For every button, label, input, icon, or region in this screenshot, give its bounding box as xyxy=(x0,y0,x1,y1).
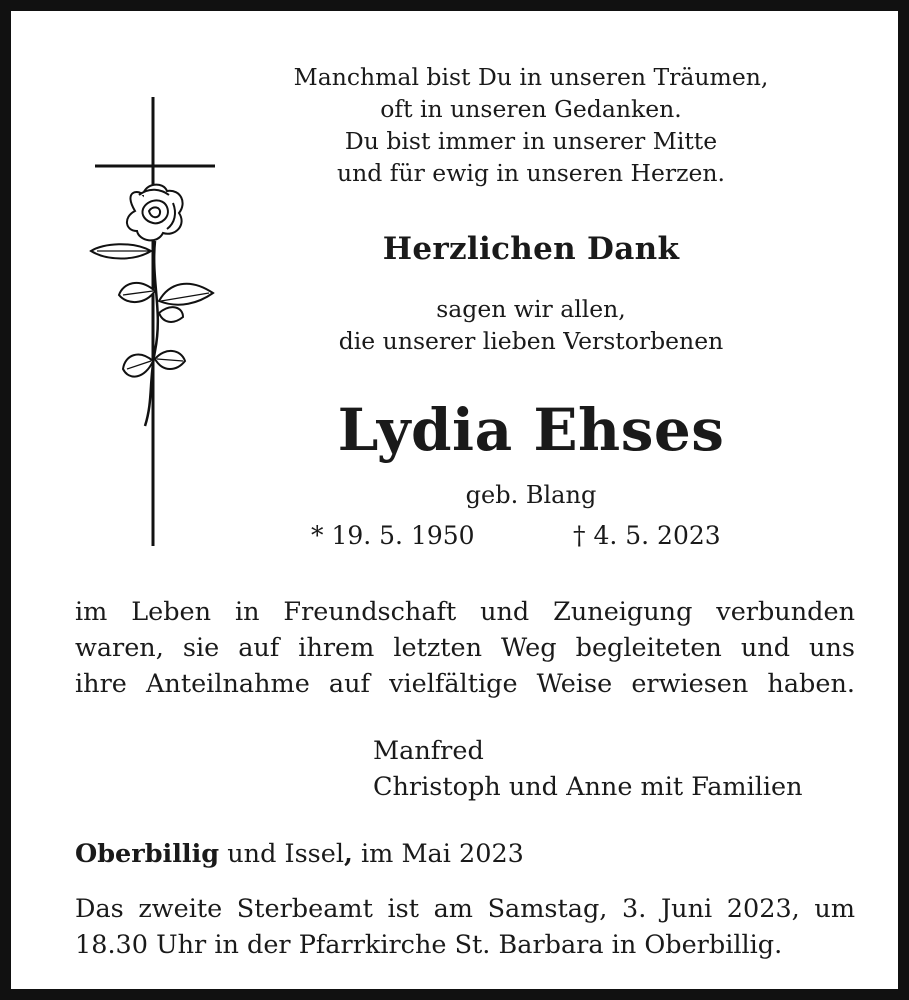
notice-line: Das zweite Sterbeamt ist am Samstag, 3. Juni 2023, um xyxy=(75,894,855,924)
notice-line: 18.30 Uhr in der Pfarrkirche St. Barbara in Oberbillig. xyxy=(75,930,783,960)
signer-line: Christoph und Anne mit Familien xyxy=(373,772,803,802)
body-line: ihre Anteilnahme auf vielfältige Weise erwiesen haben. xyxy=(75,669,855,699)
intro-line: die unserer lieben Verstorbenen xyxy=(338,327,724,355)
deceased-name: Lydia Ehses xyxy=(337,396,725,464)
maiden-name: geb. Blang xyxy=(465,481,597,509)
thanks-heading: Herzlichen Dank xyxy=(382,231,680,267)
poem-line: Du bist immer in unserer Mitte xyxy=(344,127,718,155)
poem-line: Manchmal bist Du in unseren Träumen, xyxy=(293,63,769,91)
body-line: waren, sie auf ihrem letzten Weg begleiteten und uns xyxy=(75,633,855,663)
place-rest: und Issel xyxy=(219,839,344,869)
place-town: Oberbillig xyxy=(75,839,220,869)
death-date: † 4. 5. 2023 xyxy=(573,521,721,550)
intro-line: sagen wir allen, xyxy=(436,295,626,323)
poem-line: oft in unseren Gedanken. xyxy=(380,95,682,123)
memorial-poem xyxy=(241,61,821,189)
cross-with-rose-icon xyxy=(83,91,223,551)
intro-text xyxy=(231,293,831,357)
mass-notice xyxy=(75,891,855,963)
place-date: im Mai 2023 xyxy=(352,839,524,869)
signer-line: Manfred xyxy=(373,736,484,766)
body-line: im Leben in Freundschaft und Zuneigung verbunden xyxy=(75,597,855,627)
life-dates xyxy=(311,521,721,550)
birth-date: * 19. 5. 1950 xyxy=(311,521,475,550)
place-and-date xyxy=(75,839,524,869)
place-comma: , xyxy=(344,839,353,869)
poem-line: und für ewig in unseren Herzen. xyxy=(336,159,725,187)
signers xyxy=(373,733,803,805)
thanks-body xyxy=(75,594,855,702)
